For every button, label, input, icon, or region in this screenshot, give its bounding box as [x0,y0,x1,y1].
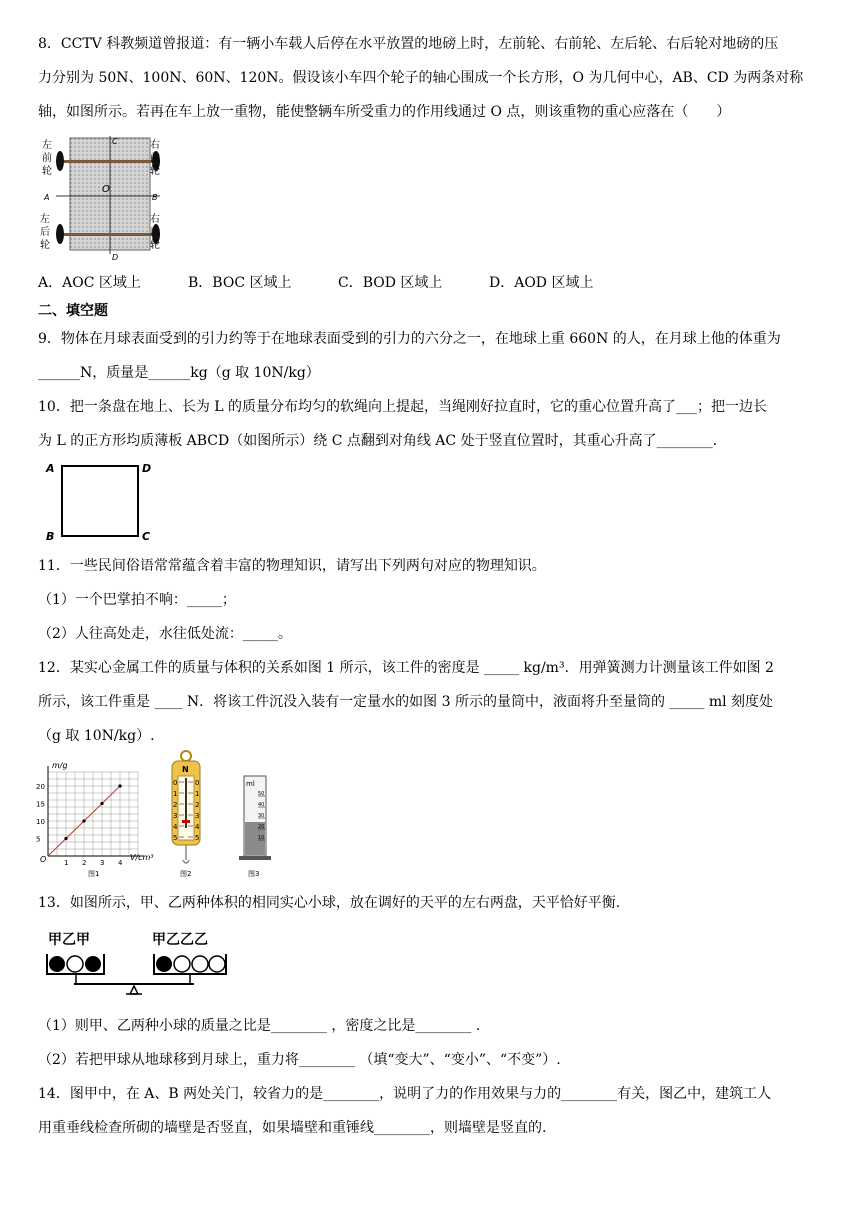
cylinder-mark-label: 10 [258,835,265,841]
svg-text:前: 前 [42,153,52,164]
svg-text:A: A [46,462,55,475]
scale-mark-label-left: 0 [173,779,178,787]
q10-line-1: 10．把一条盘在地上、长为 L 的质量分布均匀的软绳向上提起，当绳刚好拉直时，它的重心位置升高了___；把一边长 [38,399,768,415]
front-axle [60,160,160,163]
q10-line-2: 为 L 的正方形均质薄板 ABCD（如图所示）绕 C 点翻到对角线 AC 处于竖直位置时，其重心升高了________. [38,433,718,449]
left-pan-label: 甲乙甲 [48,932,90,948]
fig2-caption: 图2 [180,870,192,878]
x-tick-label: 1 [64,859,69,867]
q14-line-2: 用重垂线检查所砌的墙壁是否竖直，如果墙壁和重锤线________，则墙壁是竖直的. [38,1120,547,1136]
rear-axle [60,233,160,236]
right-pan-label: 甲乙乙乙 [152,932,208,948]
data-point [118,784,121,787]
svg-text:轮: 轮 [42,166,52,177]
svg-text:D: D [142,462,152,475]
car-wheels-figure [38,134,168,262]
scale-mark-label-left: 5 [173,834,178,842]
scale-mark-label-right: 4 [195,823,200,831]
svg-text:C: C [112,137,118,146]
data-point [64,837,67,840]
q12-line-3: （g 取 10N/kg）. [38,728,155,744]
x-tick-label: 3 [100,859,105,867]
y-tick-label: 15 [36,800,45,809]
q8-option-d: D．AOD 区域上 [489,275,594,291]
y-tick-label: 5 [36,835,41,844]
square-abcd [62,466,138,536]
svg-text:B: B [46,530,55,543]
balance-pivot [130,986,138,994]
q8-line-2: 力分别为 50N、100N、60N、120N。假设该小车四个轮子的轴心围成一个长方形，O 为几何中心，AB、CD 为两条对称 [38,70,804,86]
q8-option-c: C．BOD 区域上 [338,275,443,291]
svg-text:B: B [152,193,158,202]
scale-mark-label-right: 0 [195,779,200,787]
q12-line-1: 12．某实心金属工件的质量与体积的关系如图 1 所示，该工件的密度是 _____ kg/m³．用弹簧测力计测量该工件如图 2 [38,660,774,676]
q12-line-2: 所示，该工件重是 ____ N．将该工件沉没入装有一定量水的如图 3 所示的量筒中，液面将升至量筒的 _____ ml 刻度处 [38,694,774,710]
svg-text:N: N [182,765,189,774]
q13-line-1: 13．如图所示，甲、乙两种体积的相同实心小球，放在调好的天平的左右两盘，天平恰好平衡. [38,895,621,911]
data-point [100,802,103,805]
left-front-wheel [56,151,64,171]
q11-sub-2: （2）人往高处走，水往低处流：_____。 [38,626,292,642]
scale-mark-label-left: 2 [173,801,178,809]
scale-mark-label-right: 5 [195,834,200,842]
svg-text:后: 后 [150,227,160,238]
cylinder-mark-label: 40 [258,802,265,808]
svg-text:D: D [112,253,119,262]
chart-origin: O [40,855,47,864]
scale-mark-label-right: 3 [195,812,200,820]
q13-sub-2: （2）若把甲球从地球移到月球上，重力将________ （填“变大”、“变小”、“不变”）. [38,1052,561,1068]
square-plate-figure [44,460,159,544]
svg-text:C: C [142,530,151,543]
measuring-cylinder-figure [236,770,286,880]
svg-text:右: 右 [150,214,160,225]
svg-text:ml: ml [246,780,255,788]
x-tick-label: 2 [82,859,87,867]
svg-text:前: 前 [150,153,160,164]
spring-scale-figure [160,748,220,880]
svg-text:左: 左 [40,214,50,225]
svg-text:轮: 轮 [150,166,160,177]
q14-line-1: 14．图甲中，在 A、B 两处关门，较省力的是________，说明了力的作用效果与力的________有关，图乙中，建筑工人 [38,1086,772,1102]
cylinder-mark-label: 30 [258,813,265,819]
scale-mark-label-right: 1 [195,790,200,798]
svg-text:右: 右 [150,140,160,151]
svg-text:左: 左 [42,140,52,151]
q13-sub-1: （1）则甲、乙两种小球的质量之比是________ ，密度之比是________ . [38,1018,481,1034]
cylinder-mark-label: 50 [258,791,265,797]
scale-mark-label-right: 2 [195,801,200,809]
q8-option-b: B．BOC 区域上 [188,275,292,291]
fig3-caption: 图3 [248,870,260,878]
cylinder-mark-label: 20 [258,824,265,830]
svg-text:O: O [102,184,110,195]
svg-text:A: A [44,193,50,202]
mass-volume-chart [36,760,156,880]
q11-line-1: 11．一些民间俗语常常蕴含着丰富的物理知识，请写出下列两句对应的物理知识。 [38,558,546,574]
y-tick-label: 20 [36,783,45,791]
left-rear-wheel [56,224,64,244]
fig1-caption: 图1 [88,870,100,878]
q9-line-2: ______N，质量是______kg（g 取 10N/kg） [38,365,320,381]
q9-line-1: 9．物体在月球表面受到的引力约等于在地球表面受到的引力的六分之一，在地球上重 660N 的人，在月球上他的体重为 [38,331,781,347]
x-tick-label: 4 [118,859,123,867]
chart-y-label: m/g [52,761,68,770]
q8-option-a: A．AOC 区域上 [38,275,141,291]
chart-x-label: V/cm³ [130,853,154,862]
scale-mark-label-left: 1 [173,790,178,798]
y-tick-label: 10 [36,818,45,826]
data-point [82,819,85,822]
svg-text:后: 后 [40,227,50,238]
q8-line-3: 轴，如图所示。若再在车上放一重物，能使整辆车所受重力的作用线通过 O 点，则该重物的重心应落在（ ） [38,104,731,120]
q8-line-1: 8．CCTV 科教频道曾报道：有一辆小车载人后停在水平放置的地磅上时，左前轮、右前轮、左后轮、右后轮对地磅的压 [38,36,779,52]
section-heading: 二、填空题 [38,303,108,319]
scale-mark-label-left: 4 [173,823,178,831]
scale-mark-label-left: 3 [173,812,178,820]
q11-sub-1: （1）一个巴掌拍不响：_____； [38,592,236,608]
svg-text:轮: 轮 [40,240,50,251]
balance-figure [44,926,234,1002]
svg-text:轮: 轮 [150,240,160,251]
